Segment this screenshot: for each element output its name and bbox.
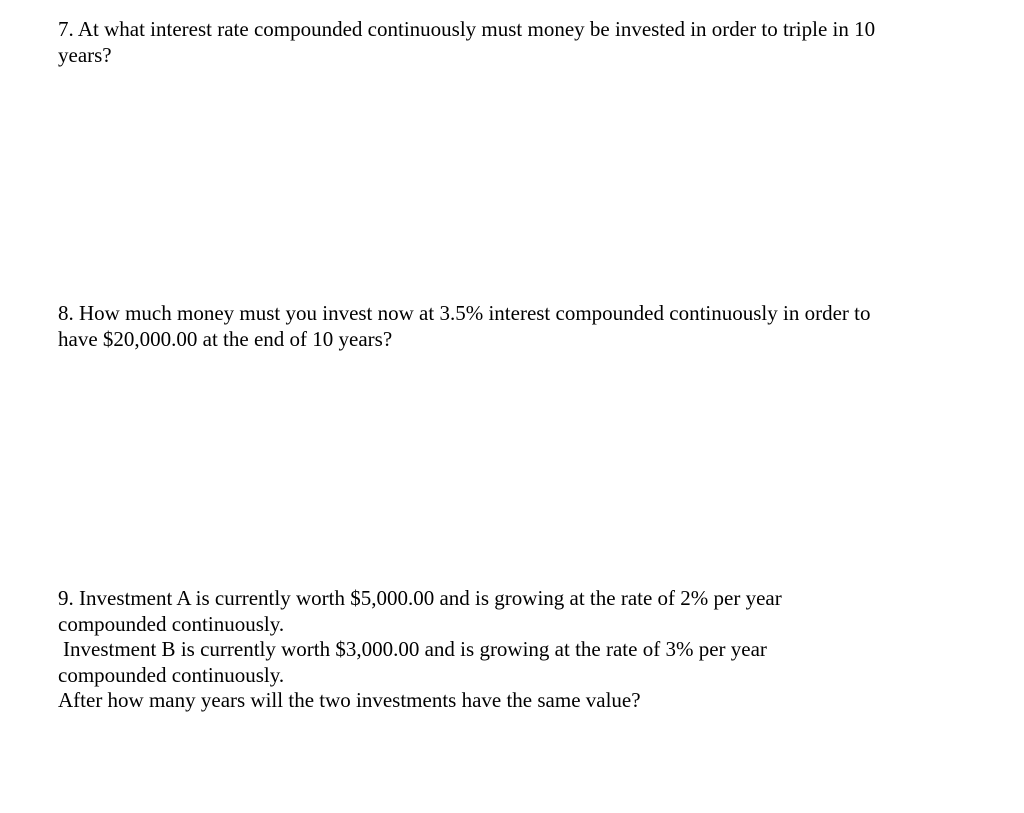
question-9-line-2: compounded continuously.: [58, 611, 285, 636]
question-9-line-3: Investment B is currently worth $3,000.00 and is growing at the rate of 3% per year: [63, 637, 767, 661]
question-7-line-1: 7. At what interest rate compounded continuously must money be invested in order to triple in 10: [58, 17, 876, 41]
question-9: [58, 586, 958, 714]
question-8-line-1: 8. How much money must you invest now at 3.5% interest compounded continuously in order to: [58, 301, 871, 325]
question-8: [58, 301, 958, 352]
question-9-line-5: After how many years will the two investments have the same value?: [58, 688, 641, 712]
question-8-line-2: have $20,000.00 at the end of 10 years?: [58, 326, 393, 351]
question-7-line-2: years?: [58, 42, 112, 67]
question-9-line-4: compounded continuously.: [58, 662, 285, 687]
question-7: [58, 17, 958, 68]
question-9-line-1: 9. Investment A is currently worth $5,000.00 and is growing at the rate of 2% per year: [58, 586, 782, 610]
